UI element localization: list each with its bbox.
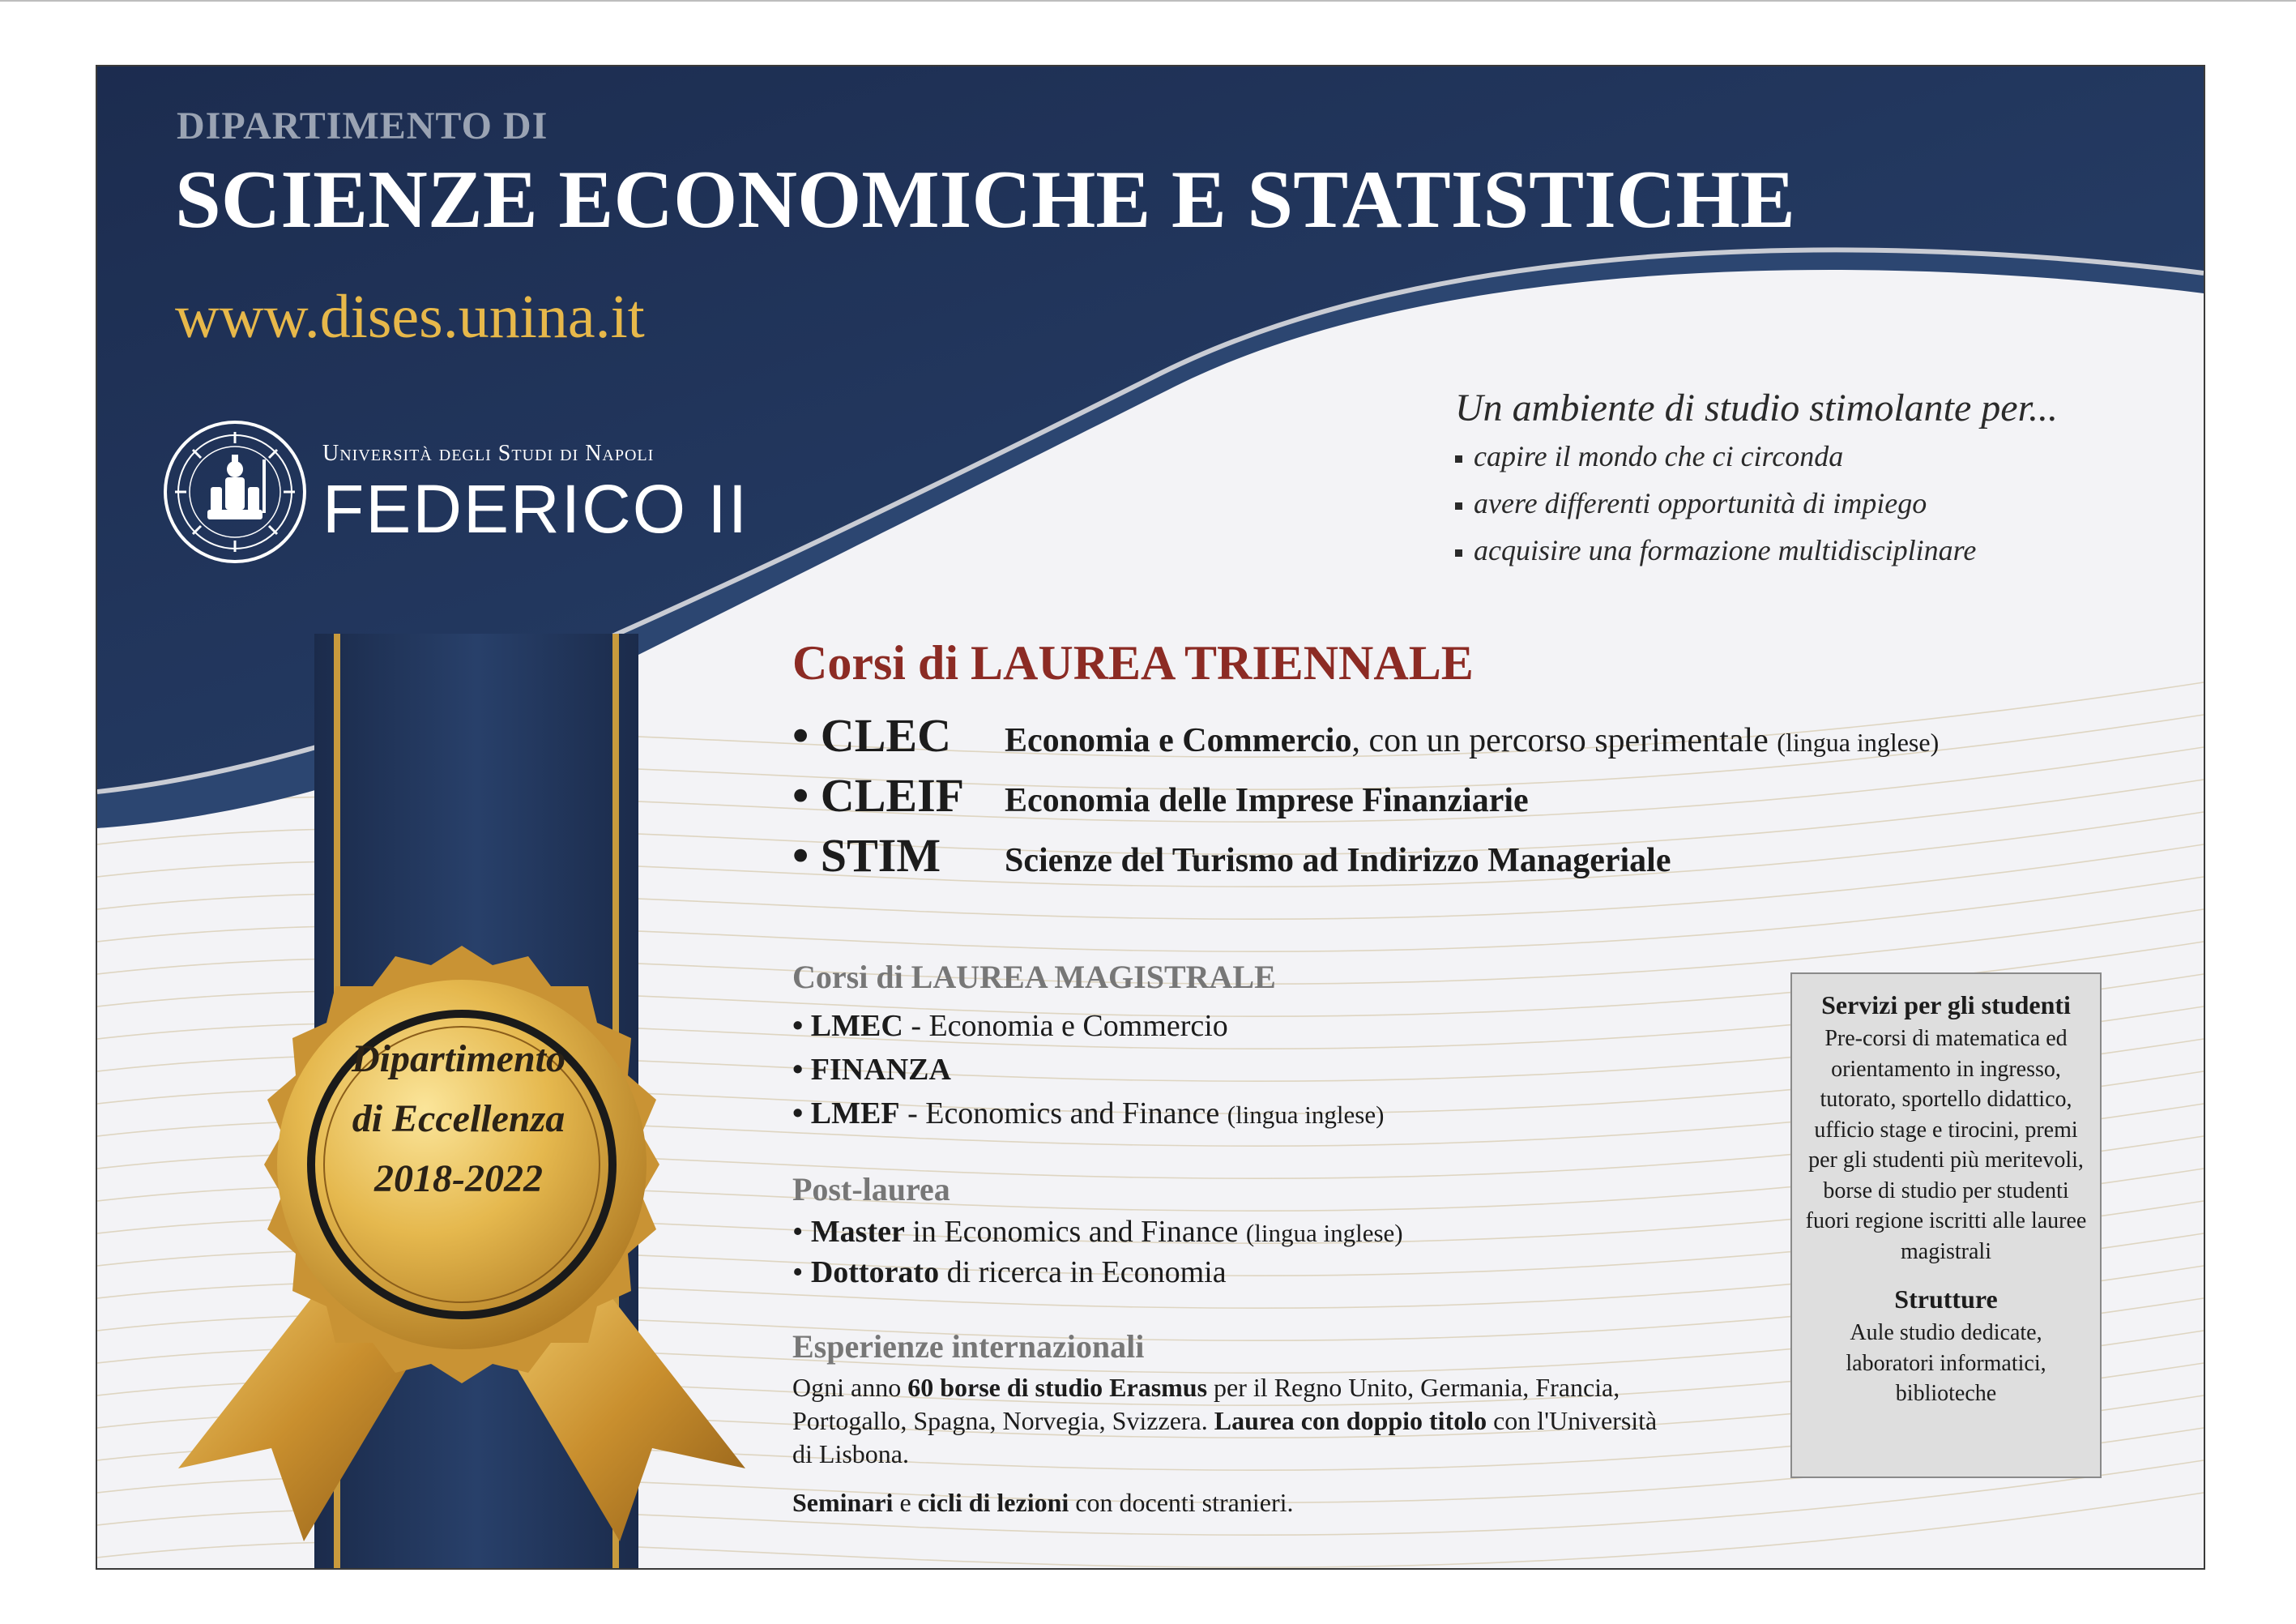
square-bullet-icon (1455, 549, 1462, 557)
seminari-paragraph: Seminari e cicli di lezioni con docenti stranieri. (792, 1488, 1294, 1517)
poster (96, 65, 2205, 1570)
intro-bullet: acquisire una formazione multidisciplinare (1455, 533, 1976, 580)
intro-bullet: avere differenti opportunità di impiego (1455, 486, 1976, 533)
university-seal-graphic (165, 422, 305, 562)
esperienze-paragraph: Ogni anno 60 borse di studio Erasmus per il Regno Unito, Germania, Francia, Portogallo, Spagna, Norvegia, Svizzera. Laurea con doppio titolo con l'Università di Lisbona. (792, 1373, 1658, 1468)
structures-text: Aule studio dedicate, laboratori informatici, biblioteche (1846, 1320, 2046, 1406)
medal-label: Dipartimento di Eccellenza 2018-2022 (351, 1037, 566, 1200)
services-heading: Servizi per gli studenti (1821, 990, 2071, 1019)
intro-bullets (1455, 439, 1976, 580)
department-title: SCIENZE ECONOMICHE E STATISTICHE (175, 154, 1795, 246)
intro-lead: Un ambiente di studio stimolante per... (1455, 387, 2058, 430)
university-subtitle: Università degli Studi di Napoli (322, 441, 655, 466)
magistrale-heading: Corsi di LAUREA MAGISTRALE (792, 959, 1276, 995)
postlaurea-item-master: • Master in Economics and Finance (lingua inglese) (792, 1215, 1403, 1249)
university-name: FEDERICO II (322, 471, 749, 547)
magistrale-course-lmef: • LMEF - Economics and Finance (lingua inglese) (792, 1096, 1385, 1130)
triennale-heading: Corsi di LAUREA TRIENNALE (792, 636, 1474, 690)
postlaurea-heading: Post-laurea (792, 1171, 950, 1207)
postlaurea-item-dottorato: • Dottorato di ricerca in Economia (792, 1255, 1227, 1289)
top-rule (0, 0, 2296, 2)
department-pretitle: DIPARTIMENTO DI (177, 105, 548, 147)
website-link[interactable]: www.dises.unina.it (175, 283, 645, 351)
magistrale-course-lmec: • LMEC - Economia e Commercio (792, 1009, 1228, 1043)
square-bullet-icon (1455, 455, 1462, 463)
services-text: Pre-corsi di matematica ed orientamento in ingresso, tutorato, sportello didattico, ufficio stage e tirocini, premi per gli studenti più meritevoli, borse di studio per studenti fuori regione iscritti alle lauree magistrali (1805, 1026, 2087, 1264)
structures-heading: Strutture (1894, 1284, 1998, 1314)
intro-bullet: capire il mondo che ci circonda (1455, 439, 1976, 486)
triennale-course-cleif: • CLEIF Economia delle Imprese Finanziarie (792, 769, 1529, 822)
services-box (1790, 972, 2102, 1478)
triennale-course-clec: • CLEC Economia e Commercio, con un percorso sperimentale (lingua inglese) (792, 709, 1940, 762)
magistrale-course-finanza: • FINANZA (792, 1053, 951, 1087)
square-bullet-icon (1455, 502, 1462, 510)
esperienze-heading: Esperienze internazionali (792, 1328, 1145, 1365)
triennale-course-stim: • STIM Scienze del Turismo ad Indirizzo Manageriale (792, 829, 1671, 882)
